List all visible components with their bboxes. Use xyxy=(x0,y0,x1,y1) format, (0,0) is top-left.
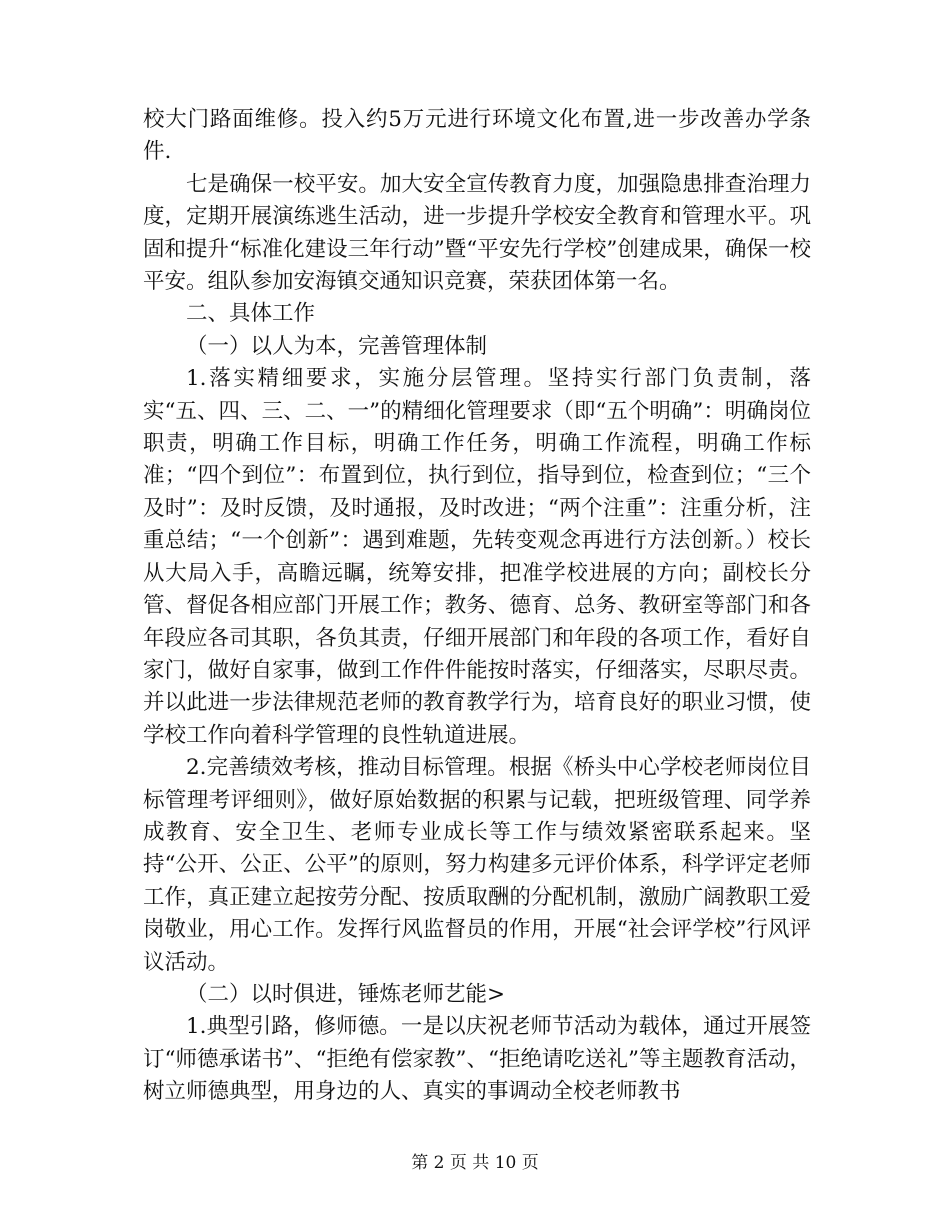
paragraph-management: 1.落实精细要求，实施分层管理。坚持实行部门负责制，落实“五、四、三、二、一”的精细化管理要求（即“五个明确”：明确岗位职责，明确工作目标，明确工作任务，明确工作流程，明确工作标准；“四个到位”：布置到位，执行到位，指导到位，检查到位；“三个及时”：及时反馈，及时通报，及时改进；“两个注重”：注重分析，注重总结；“一个创新”：遇到难题，先转变观念再进行方法创新。）校长从大局入手，高瞻远瞩，统筹安排，把准学校进展的方向；副校长分管、督促各相应部门开展工作；教务、德育、总务、教研室等部门和各年段应各司其职，各负其责，仔细开展部门和年段的各项工作，看好自家门，做好自家事，做到工作件件能按时落实，仔细落实，尽职尽责。并以此进一步法律规范老师的教育教学行为，培育良好的职业习惯，使学校工作向着科学管理的良性轨道进展。 xyxy=(143,366,811,748)
paragraph-ethics: 1.典型引路，修师德。一是以庆祝老师节活动为载体，通过开展签订“师德承诺书”、“拒绝有偿家教”、“拒绝请吃送礼”等主题教育活动，树立师德典型，用身边的人、真实的事调动全校老师教书 xyxy=(143,1014,811,1105)
paragraph-continuation: 校大门路面维修。投入约5万元进行环境文化布置,进一步改善办学条件. xyxy=(143,107,811,165)
page-number-footer: 第 2 页 共 10 页 xyxy=(411,1153,539,1173)
paragraph-safety: 七是确保一校平安。加大安全宣传教育力度，加强隐患排查治理力度，定期开展演练逃生活动，进一步提升学校安全教育和管理水平。巩固和提升“标准化建设三年行动”暨“平安先行学校”创建成果，确保一校平安。组队参加安海镇交通知识竞赛，荣获团体第一名。 xyxy=(143,171,811,295)
paragraph-assessment: 2.完善绩效考核，推动目标管理。根据《桥头中心学校老师岗位目标管理考评细则》，做好原始数据的积累与记载，把班级管理、同学养成教育、安全卫生、老师专业成长等工作与绩效紧密联系起来。坚持“公开、公正、公平”的原则，努力构建多元评价体系，科学评定老师工作，真正建立起按劳分配、按质取酬的分配机制，激励广阔教职工爱岗敬业，用心工作。发挥行风监督员的作用，开展“社会评学校”行风评议活动。 xyxy=(143,755,811,975)
section-heading: 二、具体工作 xyxy=(186,301,316,327)
document-body xyxy=(143,104,811,1109)
subsection-heading: （一）以人为本，完善管理体制 xyxy=(186,333,488,359)
subsection-heading-2: （二）以时俱进，锤炼老师艺能> xyxy=(186,981,506,1007)
